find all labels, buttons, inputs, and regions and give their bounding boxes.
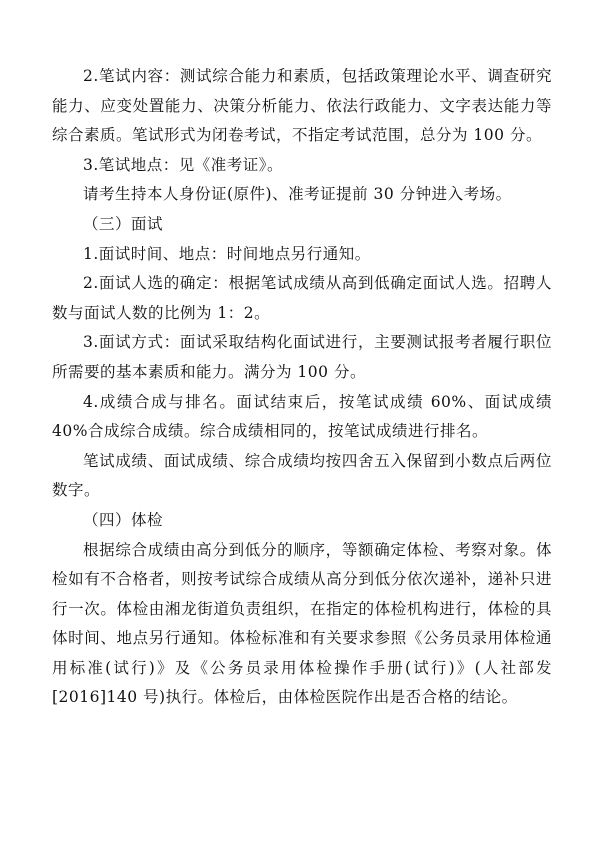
paragraph-interview-time: 1.面试时间、地点：时间地点另行通知。 xyxy=(83,244,371,263)
paragraph-score-ranking: 4.成绩合成与排名。面试结束后，按笔试成绩 60%、面试成绩 40%合成综合成绩。综合成绩相同的，按笔试成绩进行排名。 xyxy=(52,392,552,441)
paragraph-rounding-rule: 笔试成绩、面试成绩、综合成绩均按四舍五入保留到小数点后两位数字。 xyxy=(52,451,552,500)
paragraph-interview-method: 3.面试方式：面试采取结构化面试进行，主要测试报考者履行职位所需要的基本素质和能力。满分为 100 分。 xyxy=(52,333,552,381)
paragraph-exam-entry-notice: 请考生持本人身份证(原件)、准考证提前 30 分钟进入考场。 xyxy=(83,185,512,204)
paragraph-medical-exam-details: 根据综合成绩由高分到低分的顺序，等额确定体检、考察对象。体检如有不合格者，则按考试综合成绩从高分到低分依次递补，递补只进行一次。体检由湘龙街道负责组织，在指定的体检机构进行，体检的具体时间、地点另行通知。体检标准和有关要求参照《公务员录用体检通用标准(试行)》及《公务员录用体检操作手册(试行)》(人社部发[2016]140 号)执行。体检后，由体检医院作出是否合格的结论。 xyxy=(52,540,552,707)
section-heading-interview: （三）面试 xyxy=(83,214,164,233)
document-page xyxy=(52,62,552,713)
paragraph-interview-selection: 2.面试人选的确定：根据笔试成绩从高到低确定面试人选。招聘人数与面试人数的比例为 1：2。 xyxy=(52,274,552,322)
paragraph-written-test-content: 2.笔试内容：测试综合能力和素质，包括政策理论水平、调查研究能力、应变处置能力、决策分析能力、依法行政能力、文字表达能力等综合素质。笔试形式为闭卷考试，不指定考试范围，总分为 100 分。 xyxy=(52,67,552,145)
section-heading-medical-exam: （四）体检 xyxy=(83,510,164,529)
paragraph-written-test-location: 3.笔试地点：见《准考证》。 xyxy=(83,155,284,174)
